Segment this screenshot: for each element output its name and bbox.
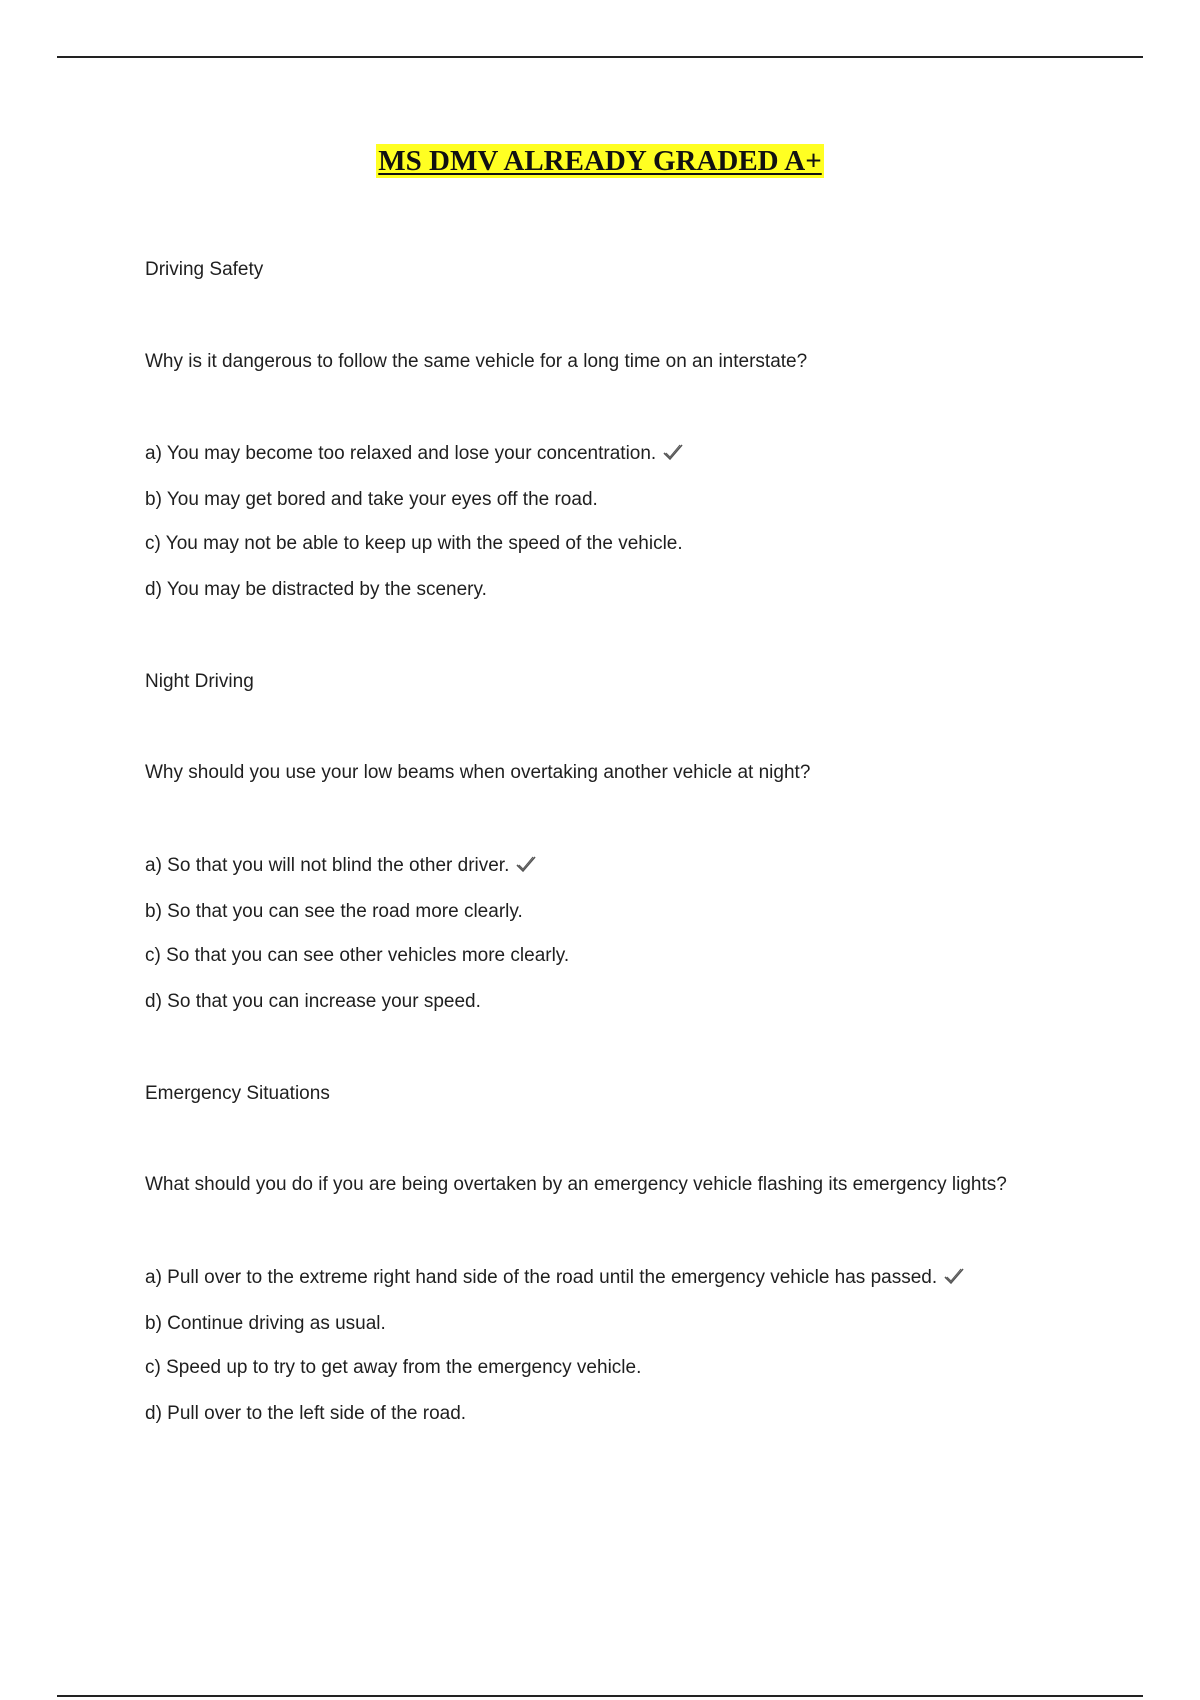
answer-option — [145, 487, 598, 513]
answer-option-label: b) You may get bored and take your eyes off the road. — [145, 489, 598, 510]
answer-option-label: d) Pull over to the left side of the road. — [145, 1403, 467, 1424]
answer-option — [145, 989, 481, 1015]
bottom-divider — [57, 1695, 1143, 1697]
question-text: Why should you use your low beams when overtaking another vehicle at night? — [145, 762, 811, 783]
answer-option-label: d) You may be distracted by the scenery. — [145, 579, 487, 600]
page-title: MS DMV ALREADY GRADED A+ — [378, 145, 822, 177]
question-text: Why is it dangerous to follow the same vehicle for a long time on an interstate? — [145, 351, 808, 372]
section-heading: Driving Safety — [145, 259, 264, 280]
answer-option — [145, 1355, 641, 1381]
answer-option — [145, 899, 523, 925]
answer-option-label: a) Pull over to the extreme right hand side of the road until the emergency vehicle has passed. — [145, 1267, 938, 1288]
top-divider — [57, 56, 1143, 58]
answer-option — [145, 1401, 466, 1427]
section-heading: Night Driving — [145, 671, 254, 692]
section-heading: Emergency Situations — [145, 1083, 330, 1104]
answer-option-label: a) So that you will not blind the other driver. — [145, 855, 510, 876]
question-text: What should you do if you are being overtaken by an emergency vehicle flashing its emergency lights? — [145, 1174, 1007, 1195]
check-mark-icon — [943, 1266, 965, 1286]
answer-option-label: a) You may become too relaxed and lose your concentration. — [145, 443, 657, 464]
answer-option — [145, 1311, 386, 1337]
answer-option-label: d) So that you can increase your speed. — [145, 991, 481, 1012]
answer-option — [145, 853, 537, 879]
answer-option-label: c) Speed up to try to get away from the emergency vehicle. — [145, 1357, 642, 1378]
answer-option — [145, 577, 487, 603]
check-mark-icon — [662, 442, 684, 462]
answer-option — [145, 531, 683, 557]
answer-option-label: c) You may not be able to keep up with the speed of the vehicle. — [145, 533, 683, 554]
title-container — [0, 144, 1200, 178]
answer-option-label: c) So that you can see other vehicles more clearly. — [145, 945, 570, 966]
answer-option — [145, 943, 569, 969]
check-mark-icon — [515, 854, 537, 874]
answer-option-label: b) So that you can see the road more clearly. — [145, 901, 523, 922]
answer-option — [145, 441, 684, 467]
answer-option-label: b) Continue driving as usual. — [145, 1313, 386, 1334]
answer-option — [145, 1265, 965, 1291]
